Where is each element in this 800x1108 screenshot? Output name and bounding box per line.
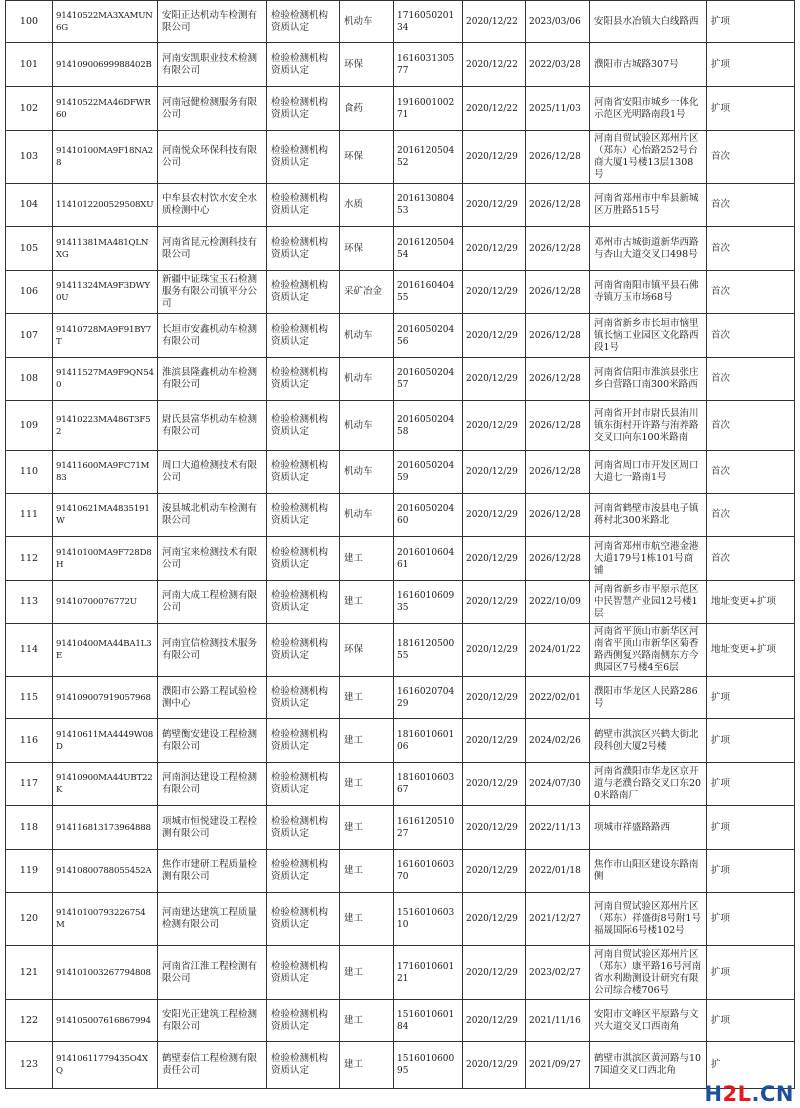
table-row <box>6 719 795 763</box>
cell-type: 检验检测机构资质认定 <box>267 946 340 1000</box>
cell-cert: 161603130577 <box>394 43 463 87</box>
cell-type: 检验检测机构资质认定 <box>267 271 340 314</box>
cell-type: 检验检测机构资质认定 <box>267 43 340 87</box>
cell-field: 环保 <box>340 624 394 677</box>
cell-code: 91410611MA4449W08D <box>53 719 158 763</box>
cell-code: 91411527MA9F9QN540 <box>53 358 158 401</box>
cell-addr: 鹤壁市淇滨区兴鹤大街北段科创大厦2号楼 <box>590 719 707 763</box>
cell-issue: 2020/12/22 <box>463 1 526 43</box>
cell-no: 114 <box>6 624 53 677</box>
table-row <box>6 893 795 946</box>
cell-expire: 2026/12/28 <box>526 227 590 271</box>
cell-addr: 河南省鹤壁市浚县电子镇蒋村北300米路北 <box>590 494 707 537</box>
cell-field: 采矿冶金 <box>340 271 394 314</box>
cell-name: 鹤壁泰信工程检测有限责任公司 <box>158 1042 267 1089</box>
cell-code: 91410800788055452A <box>53 850 158 893</box>
cell-no: 106 <box>6 271 53 314</box>
cell-addr: 河南省开封市尉氏县洧川镇东街村开许路与洧养路交叉口向东100米路南 <box>590 401 707 451</box>
cell-code: 91411381MA481QLNXG <box>53 227 158 271</box>
cell-name: 濮阳市公路工程试验检测中心 <box>158 677 267 719</box>
cell-issue: 2020/12/29 <box>463 763 526 806</box>
cell-cert: 201605020459 <box>394 451 463 494</box>
table-row <box>6 581 795 624</box>
cell-no: 111 <box>6 494 53 537</box>
cell-code: 91410223MA486T3F52 <box>53 401 158 451</box>
cell-field: 建工 <box>340 581 394 624</box>
cell-field: 机动车 <box>340 494 394 537</box>
table-row <box>6 271 795 314</box>
cell-note: 扩项 <box>707 850 795 893</box>
cell-expire: 2021/11/16 <box>526 1000 590 1042</box>
cell-expire: 2022/11/13 <box>526 806 590 850</box>
cell-field: 建工 <box>340 677 394 719</box>
cell-field: 建工 <box>340 850 394 893</box>
cell-cert: 201613080453 <box>394 184 463 227</box>
cell-type: 检验检测机构资质认定 <box>267 401 340 451</box>
cell-cert: 161602070429 <box>394 677 463 719</box>
cell-name: 河南省江淮工程检测有限公司 <box>158 946 267 1000</box>
cell-note: 扩项 <box>707 719 795 763</box>
table-row <box>6 87 795 131</box>
cell-code: 91410522MA3XAMUN6G <box>53 1 158 43</box>
cell-expire: 2021/12/27 <box>526 893 590 946</box>
cell-cert: 201616040455 <box>394 271 463 314</box>
cell-type: 检验检测机构资质认定 <box>267 358 340 401</box>
cell-cert: 171601060121 <box>394 946 463 1000</box>
cell-expire: 2026/12/28 <box>526 358 590 401</box>
cell-addr: 焦作市山阳区建设东路南侧 <box>590 850 707 893</box>
cell-addr: 河南省郑州市中牟县新城区万胜路515号 <box>590 184 707 227</box>
cell-no: 116 <box>6 719 53 763</box>
table-body <box>6 1 795 1089</box>
cell-field: 机动车 <box>340 451 394 494</box>
table-row <box>6 677 795 719</box>
cell-field: 环保 <box>340 43 394 87</box>
cell-cert: 161601060935 <box>394 581 463 624</box>
cell-code: 914116813173964888 <box>53 806 158 850</box>
cell-type: 检验检测机构资质认定 <box>267 806 340 850</box>
cell-type: 检验检测机构资质认定 <box>267 494 340 537</box>
cell-name: 安阳光正建筑工程检测有限公司 <box>158 1000 267 1042</box>
cell-expire: 2025/11/03 <box>526 87 590 131</box>
cell-note: 首次 <box>707 227 795 271</box>
cell-type: 检验检测机构资质认定 <box>267 131 340 184</box>
cell-note: 扩 <box>707 1042 795 1089</box>
cell-field: 环保 <box>340 227 394 271</box>
cell-expire: 2024/02/26 <box>526 719 590 763</box>
cell-field: 机动车 <box>340 1 394 43</box>
cell-no: 105 <box>6 227 53 271</box>
table-row <box>6 358 795 401</box>
cell-note: 扩项 <box>707 1 795 43</box>
cell-note: 首次 <box>707 358 795 401</box>
institution-table <box>5 0 795 1089</box>
table-row <box>6 1000 795 1042</box>
watermark-cn: .CN <box>751 1082 794 1106</box>
cell-expire: 2022/03/28 <box>526 43 590 87</box>
cell-addr: 河南省安阳市城乡一体化示范区光明路南段1号 <box>590 87 707 131</box>
cell-addr: 邓州市古城街道新华西路与杏山大道交叉口498号 <box>590 227 707 271</box>
cell-cert: 161601060370 <box>394 850 463 893</box>
cell-addr: 河南省周口市开发区周口大道七一路南1号 <box>590 451 707 494</box>
site-watermark <box>704 1082 794 1106</box>
cell-note: 首次 <box>707 494 795 537</box>
cell-note: 首次 <box>707 271 795 314</box>
cell-issue: 2020/12/29 <box>463 451 526 494</box>
cell-issue: 2020/12/29 <box>463 677 526 719</box>
cell-issue: 2020/12/29 <box>463 806 526 850</box>
cell-cert: 171605020134 <box>394 1 463 43</box>
cell-name: 河南悦众环保科技有限公司 <box>158 131 267 184</box>
cell-no: 104 <box>6 184 53 227</box>
cell-note: 扩项 <box>707 43 795 87</box>
cell-field: 建工 <box>340 1000 394 1042</box>
cell-cert: 161612051027 <box>394 806 463 850</box>
cell-expire: 2026/12/28 <box>526 494 590 537</box>
cell-field: 机动车 <box>340 358 394 401</box>
cell-issue: 2020/12/29 <box>463 358 526 401</box>
cell-issue: 2020/12/29 <box>463 537 526 581</box>
cell-name: 尉氏县富华机动车检测有限公司 <box>158 401 267 451</box>
cell-no: 122 <box>6 1000 53 1042</box>
cell-note: 扩项 <box>707 1000 795 1042</box>
cell-field: 建工 <box>340 946 394 1000</box>
cell-issue: 2020/12/22 <box>463 87 526 131</box>
cell-issue: 2020/12/29 <box>463 1000 526 1042</box>
cell-cert: 151601060184 <box>394 1000 463 1042</box>
cell-note: 地址变更+扩项 <box>707 624 795 677</box>
cell-code: 91410522MA46DFWR60 <box>53 87 158 131</box>
cell-code: 91410100MA9F18NA28 <box>53 131 158 184</box>
cell-name: 河南润达建设工程检测有限公司 <box>158 763 267 806</box>
cell-note: 首次 <box>707 314 795 358</box>
cell-no: 121 <box>6 946 53 1000</box>
cell-field: 水质 <box>340 184 394 227</box>
table-row <box>6 850 795 893</box>
cell-code: 91410611779435O4XQ <box>53 1042 158 1089</box>
cell-field: 建工 <box>340 719 394 763</box>
cell-name: 项城市恒悦建设工程检测有限公司 <box>158 806 267 850</box>
cell-addr: 濮阳市古城路307号 <box>590 43 707 87</box>
table-row <box>6 184 795 227</box>
table-row <box>6 451 795 494</box>
table-row <box>6 537 795 581</box>
cell-no: 100 <box>6 1 53 43</box>
table-row <box>6 806 795 850</box>
cell-addr: 河南省濮阳市华龙区京开道与老濮台路交叉口东200米路南厂 <box>590 763 707 806</box>
table-row <box>6 763 795 806</box>
cell-issue: 2020/12/29 <box>463 131 526 184</box>
table-row <box>6 401 795 451</box>
cell-note: 扩项 <box>707 763 795 806</box>
cell-name: 河南宜信检测技术服务有限公司 <box>158 624 267 677</box>
cell-addr: 河南省郑州市航空港金港大道179号1栋101号商铺 <box>590 537 707 581</box>
cell-addr: 河南省新乡市平原示范区中民智慧产业园12号楼1层 <box>590 581 707 624</box>
cell-expire: 2026/12/28 <box>526 401 590 451</box>
cell-note: 首次 <box>707 537 795 581</box>
cell-field: 食药 <box>340 87 394 131</box>
cell-no: 123 <box>6 1042 53 1089</box>
cell-field: 建工 <box>340 537 394 581</box>
cell-name: 河南宝来检测技术有限公司 <box>158 537 267 581</box>
cell-expire: 2022/10/09 <box>526 581 590 624</box>
cell-expire: 2024/01/22 <box>526 624 590 677</box>
table-row <box>6 131 795 184</box>
cell-name: 周口大道检测技术有限公司 <box>158 451 267 494</box>
cell-expire: 2026/12/28 <box>526 537 590 581</box>
cell-no: 101 <box>6 43 53 87</box>
cell-addr: 河南省信阳市淮滨县张庄乡白营路口南300米路西 <box>590 358 707 401</box>
cell-issue: 2020/12/22 <box>463 43 526 87</box>
cell-note: 扩项 <box>707 946 795 1000</box>
cell-type: 检验检测机构资质认定 <box>267 537 340 581</box>
cell-type: 检验检测机构资质认定 <box>267 850 340 893</box>
cell-no: 103 <box>6 131 53 184</box>
cell-no: 107 <box>6 314 53 358</box>
cell-issue: 2020/12/29 <box>463 271 526 314</box>
cell-expire: 2023/02/27 <box>526 946 590 1000</box>
cell-type: 检验检测机构资质认定 <box>267 227 340 271</box>
cell-type: 检验检测机构资质认定 <box>267 1000 340 1042</box>
cell-cert: 191600100271 <box>394 87 463 131</box>
cell-no: 102 <box>6 87 53 131</box>
cell-name: 长垣市安鑫机动车检测有限公司 <box>158 314 267 358</box>
cell-code: 914101003267794808 <box>53 946 158 1000</box>
cell-type: 检验检测机构资质认定 <box>267 677 340 719</box>
cell-name: 中牟县农村饮水安全水质检测中心 <box>158 184 267 227</box>
cell-no: 119 <box>6 850 53 893</box>
cell-issue: 2020/12/29 <box>463 1042 526 1089</box>
cell-addr: 河南省新乡市长垣市恼里镇长恼工业园区文化路西段1号 <box>590 314 707 358</box>
cell-expire: 2024/07/30 <box>526 763 590 806</box>
table-row <box>6 314 795 358</box>
cell-cert: 181601060106 <box>394 719 463 763</box>
cell-code: 91410100793226754M <box>53 893 158 946</box>
cell-name: 河南建达建筑工程质量检测有限公司 <box>158 893 267 946</box>
cell-name: 鹤壁衡安建设工程检测有限公司 <box>158 719 267 763</box>
cell-expire: 2026/12/28 <box>526 131 590 184</box>
cell-code: 91410900699988402B <box>53 43 158 87</box>
cell-issue: 2020/12/29 <box>463 227 526 271</box>
cell-type: 检验检测机构资质认定 <box>267 1 340 43</box>
cell-expire: 2021/09/27 <box>526 1042 590 1089</box>
cell-expire: 2022/01/18 <box>526 850 590 893</box>
cell-issue: 2020/12/29 <box>463 946 526 1000</box>
cell-addr: 安阳市文峰区平原路与文兴大道交叉口西南角 <box>590 1000 707 1042</box>
cell-issue: 2020/12/29 <box>463 719 526 763</box>
cell-field: 建工 <box>340 1042 394 1089</box>
cell-code: 91410900MA44UBT22K <box>53 763 158 806</box>
cell-issue: 2020/12/29 <box>463 314 526 358</box>
cell-addr: 河南自贸试验区郑州片区（郑东）康平路16号河南省水利勘测设计研究有限公司综合楼706号 <box>590 946 707 1000</box>
table-row <box>6 43 795 87</box>
cell-addr: 濮阳市华龙区人民路286号 <box>590 677 707 719</box>
cell-issue: 2020/12/29 <box>463 850 526 893</box>
cell-cert: 151601060095 <box>394 1042 463 1089</box>
cell-name: 安阳正达机动车检测有限公司 <box>158 1 267 43</box>
cell-issue: 2020/12/29 <box>463 581 526 624</box>
cell-code: 91411600MA9FC71M83 <box>53 451 158 494</box>
cell-type: 检验检测机构资质认定 <box>267 184 340 227</box>
cell-no: 110 <box>6 451 53 494</box>
cell-type: 检验检测机构资质认定 <box>267 624 340 677</box>
cell-note: 扩项 <box>707 893 795 946</box>
cell-field: 建工 <box>340 763 394 806</box>
cell-type: 检验检测机构资质认定 <box>267 581 340 624</box>
cell-type: 检验检测机构资质认定 <box>267 451 340 494</box>
cell-cert: 181612050055 <box>394 624 463 677</box>
cell-name: 浚县城北机动车检测有限公司 <box>158 494 267 537</box>
cell-expire: 2026/12/28 <box>526 314 590 358</box>
table-row <box>6 946 795 1000</box>
cell-name: 淮滨县隆鑫机动车检测有限公司 <box>158 358 267 401</box>
cell-note: 扩项 <box>707 87 795 131</box>
cell-addr: 项城市祥盛路路西 <box>590 806 707 850</box>
cell-code: 91410400MA44BA1L3E <box>53 624 158 677</box>
cell-field: 环保 <box>340 131 394 184</box>
watermark-h: H <box>704 1082 723 1106</box>
cell-note: 扩项 <box>707 806 795 850</box>
cell-name: 河南安凯职业技术检测有限公司 <box>158 43 267 87</box>
cell-no: 109 <box>6 401 53 451</box>
cell-note: 首次 <box>707 451 795 494</box>
cell-issue: 2020/12/29 <box>463 401 526 451</box>
cell-cert: 181601060367 <box>394 763 463 806</box>
cell-code: 914109007919057968 <box>53 677 158 719</box>
cell-no: 113 <box>6 581 53 624</box>
cell-name: 河南省昆元检测科技有限公司 <box>158 227 267 271</box>
cell-issue: 2020/12/29 <box>463 494 526 537</box>
cell-name: 新疆中证珠宝玉石检测服务有限公司镇平分公司 <box>158 271 267 314</box>
cell-code: 91410621MA4835191W <box>53 494 158 537</box>
cell-expire: 2026/12/28 <box>526 451 590 494</box>
cell-no: 115 <box>6 677 53 719</box>
cell-expire: 2026/12/28 <box>526 184 590 227</box>
cell-field: 机动车 <box>340 314 394 358</box>
cell-type: 检验检测机构资质认定 <box>267 893 340 946</box>
cell-addr: 河南自贸试验区郑州片区（郑东）祥盛街8号附1号福晟国际6号楼102号 <box>590 893 707 946</box>
cell-type: 检验检测机构资质认定 <box>267 1042 340 1089</box>
cell-addr: 安阳县水冶镇大白线路西 <box>590 1 707 43</box>
cell-type: 检验检测机构资质认定 <box>267 719 340 763</box>
cell-code: 91410100MA9F728D8H <box>53 537 158 581</box>
cell-note: 首次 <box>707 131 795 184</box>
cell-no: 120 <box>6 893 53 946</box>
cell-no: 118 <box>6 806 53 850</box>
cell-code: 91410700076772U <box>53 581 158 624</box>
table-row <box>6 624 795 677</box>
cell-cert: 201605020460 <box>394 494 463 537</box>
cell-addr: 鹤壁市淇滨区黄河路与107国道交叉口西北角 <box>590 1042 707 1089</box>
cell-note: 首次 <box>707 401 795 451</box>
cell-cert: 201612050454 <box>394 227 463 271</box>
cell-expire: 2022/02/01 <box>526 677 590 719</box>
cell-issue: 2020/12/29 <box>463 893 526 946</box>
cell-type: 检验检测机构资质认定 <box>267 314 340 358</box>
cell-code: 914105007616867994 <box>53 1000 158 1042</box>
cell-expire: 2026/12/28 <box>526 271 590 314</box>
cell-addr: 河南自贸试验区郑州片区（郑东）心怡路252号台商大厦1号楼13层1308号 <box>590 131 707 184</box>
table-row <box>6 1042 795 1089</box>
cell-code: 91410728MA9F91BY7T <box>53 314 158 358</box>
table-row <box>6 1 795 43</box>
cell-code: 1141012200529508XU <box>53 184 158 227</box>
cell-note: 首次 <box>707 184 795 227</box>
table-row <box>6 494 795 537</box>
cell-issue: 2020/12/29 <box>463 184 526 227</box>
cell-cert: 201605020457 <box>394 358 463 401</box>
cell-expire: 2023/03/06 <box>526 1 590 43</box>
cell-type: 检验检测机构资质认定 <box>267 763 340 806</box>
cell-code: 91411324MA9F3DWY0U <box>53 271 158 314</box>
cell-addr: 河南省平顶山市新华区河南省平顶山市新华区菊香路西侧复兴路南侧东方今典园区7号楼4至6层 <box>590 624 707 677</box>
cell-cert: 151601060310 <box>394 893 463 946</box>
cell-addr: 河南省南阳市镇平县石佛寺镇万玉市场68号 <box>590 271 707 314</box>
cell-name: 河南冠健检测服务有限公司 <box>158 87 267 131</box>
cell-note: 扩项 <box>707 677 795 719</box>
cell-note: 地址变更+扩项 <box>707 581 795 624</box>
table-row <box>6 227 795 271</box>
cell-no: 117 <box>6 763 53 806</box>
cell-cert: 201605020458 <box>394 401 463 451</box>
cell-field: 机动车 <box>340 401 394 451</box>
cell-issue: 2020/12/29 <box>463 624 526 677</box>
cell-cert: 201605020456 <box>394 314 463 358</box>
cell-name: 河南大成工程检测有限公司 <box>158 581 267 624</box>
cell-field: 建工 <box>340 893 394 946</box>
cell-no: 112 <box>6 537 53 581</box>
cell-cert: 201612050452 <box>394 131 463 184</box>
cell-no: 108 <box>6 358 53 401</box>
cell-type: 检验检测机构资质认定 <box>267 87 340 131</box>
cell-cert: 201601060461 <box>394 537 463 581</box>
cell-field: 建工 <box>340 806 394 850</box>
cell-name: 焦作市建研工程质量检测有限公司 <box>158 850 267 893</box>
watermark-2l: 2L <box>722 1082 752 1106</box>
